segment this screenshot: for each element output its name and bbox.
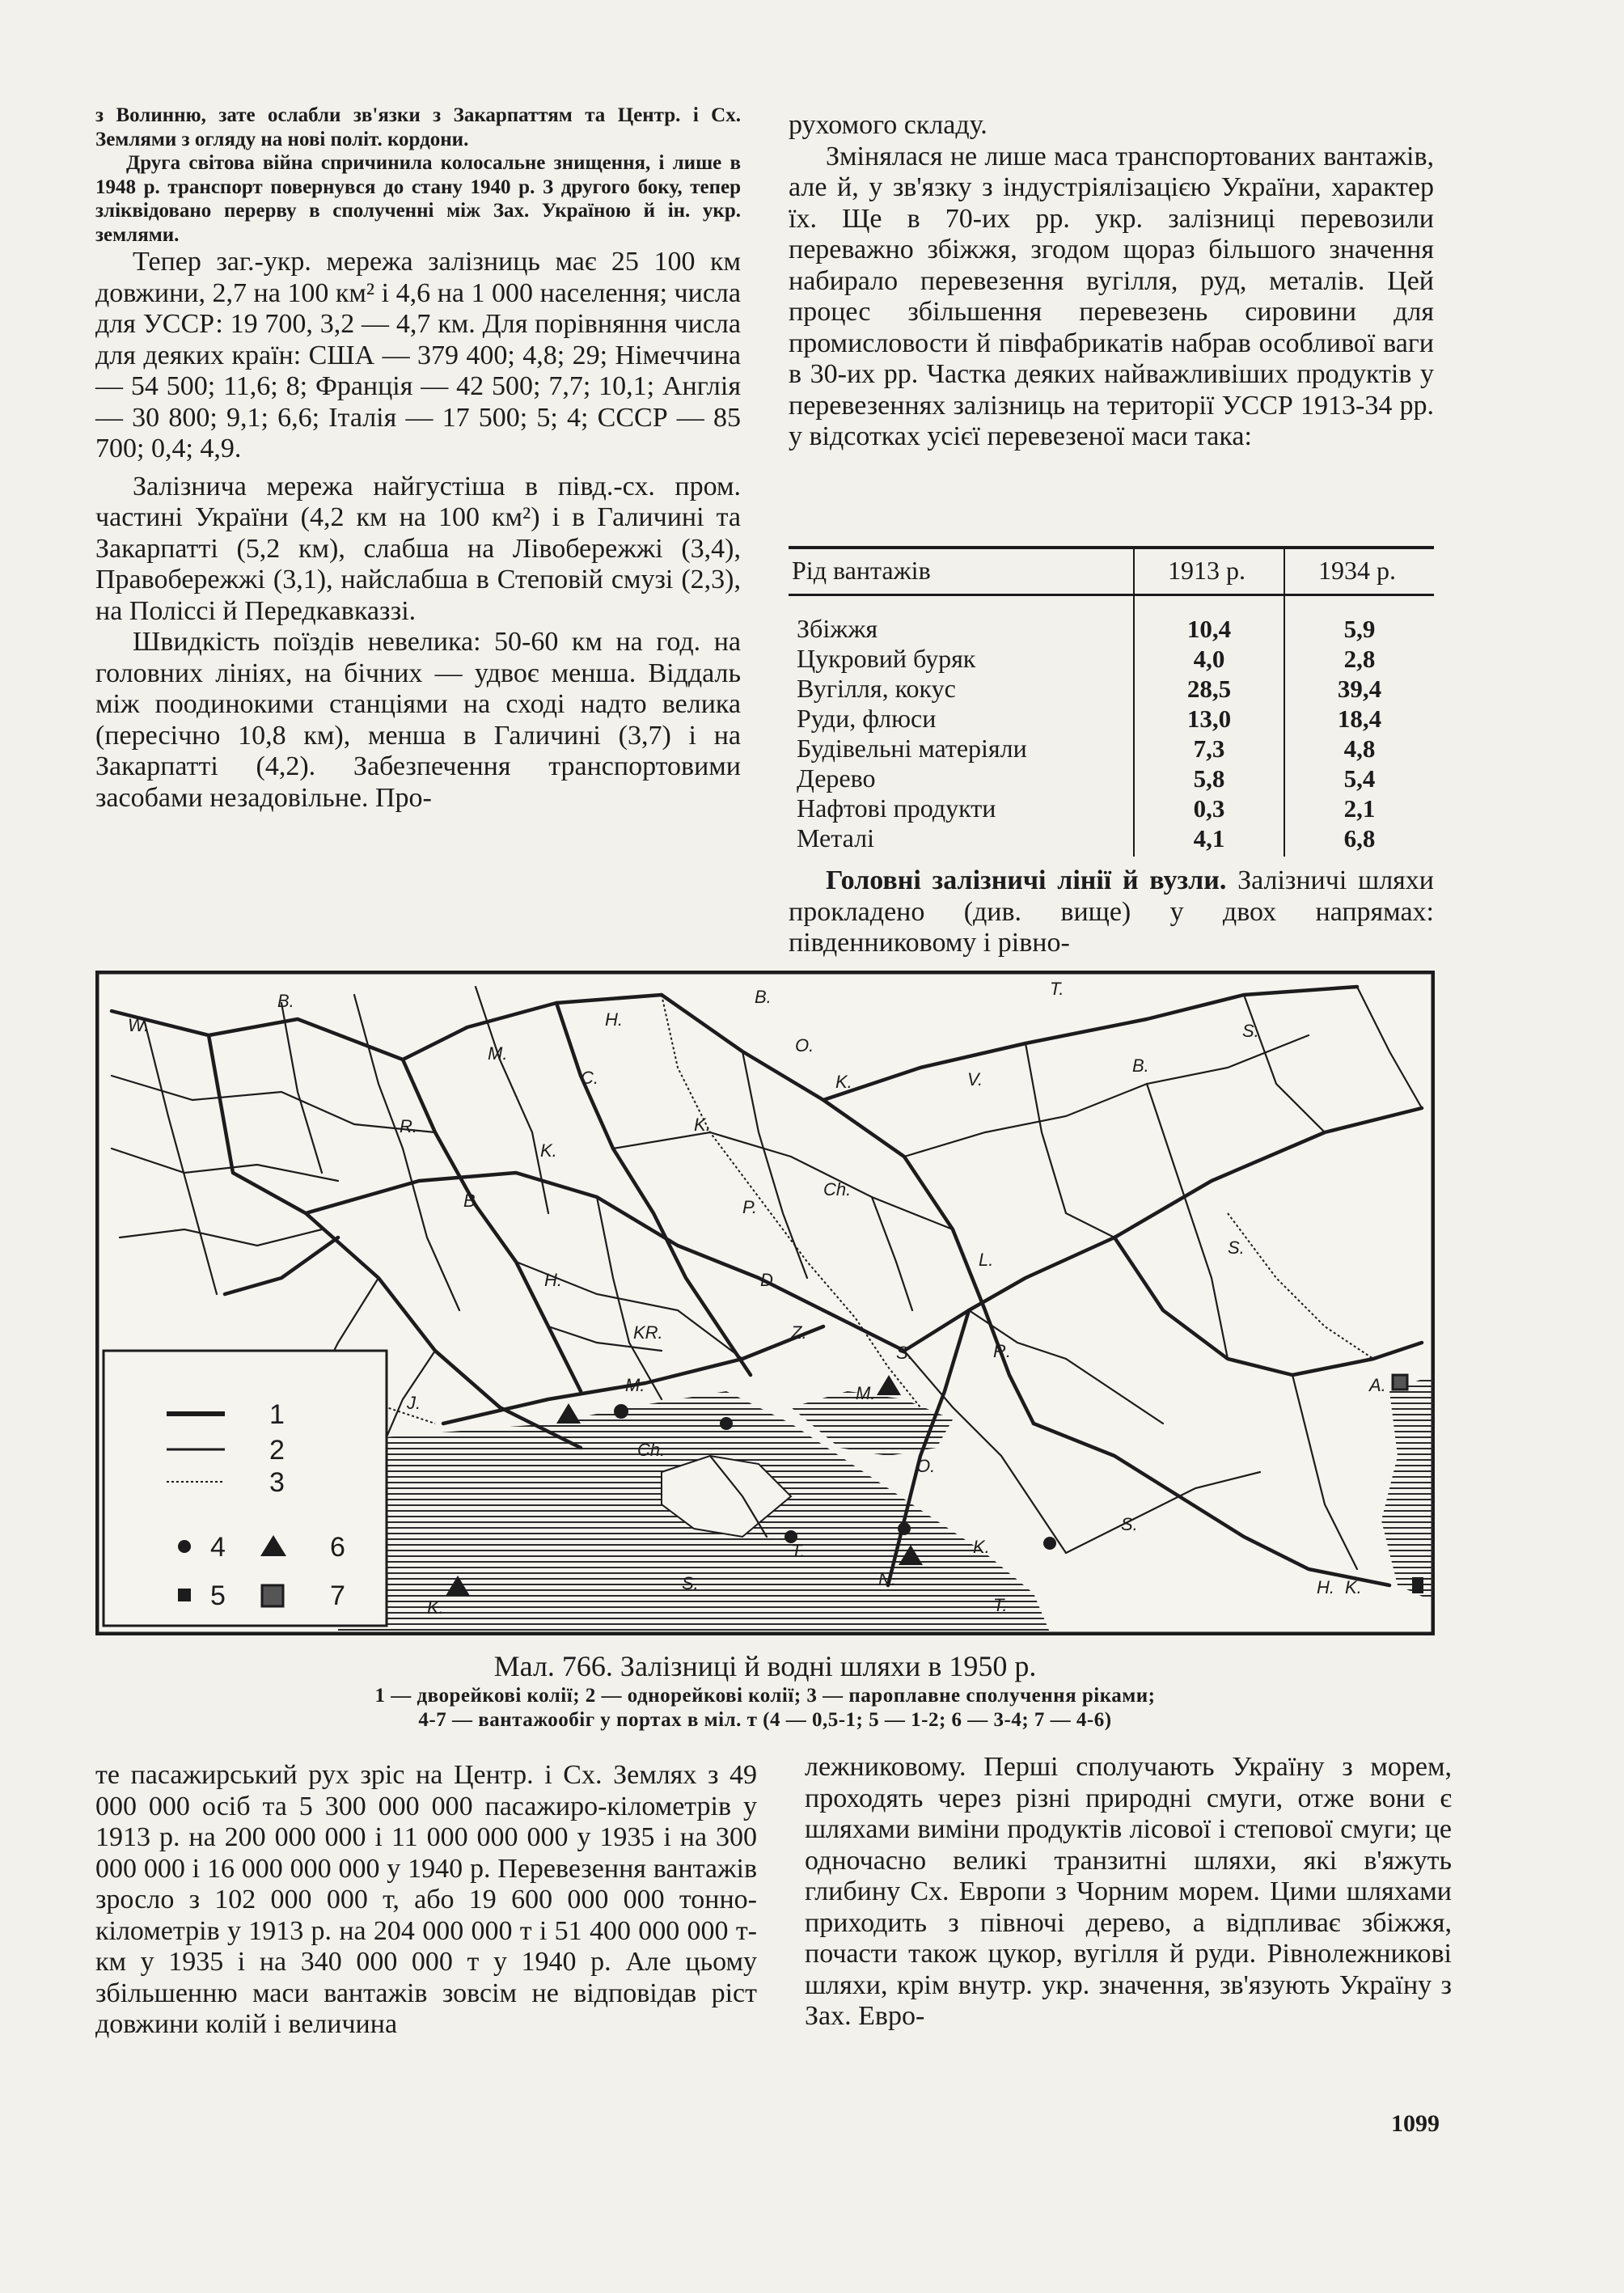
map-label: Ch. <box>823 1179 852 1199</box>
legend-label: 5 <box>210 1580 226 1611</box>
map-label: M. <box>856 1383 876 1403</box>
map-label: J. <box>407 1393 421 1413</box>
freight-table <box>789 546 1434 857</box>
legend-label: 6 <box>330 1532 345 1563</box>
table-header-row <box>789 548 1434 595</box>
small-paragraph: з Волинню, зате ослабли зв'язки з Закарпаттям та Центр. і Сх. Землями з огляду на нові політ. кордони. <box>95 104 741 150</box>
left-bottom-column <box>95 1760 757 2041</box>
table-row <box>789 674 1434 704</box>
map-label: R. <box>993 1341 1011 1361</box>
table-cell: 7,3 <box>1134 734 1284 764</box>
table-row <box>789 704 1434 734</box>
table-cell: 4,0 <box>1134 644 1284 674</box>
map-label: S. <box>1121 1514 1138 1534</box>
map-label: Ch. <box>637 1440 666 1460</box>
table-cell: 28,5 <box>1134 674 1284 704</box>
map-label: B. <box>755 987 772 1007</box>
table-cell: 2,8 <box>1284 644 1434 674</box>
map-legend <box>104 1351 387 1626</box>
left-top-column <box>95 104 741 814</box>
map-label: B. <box>277 991 294 1011</box>
table-cell: 4,1 <box>1134 823 1284 857</box>
table-cell: 6,8 <box>1284 823 1434 857</box>
table-cell: Цукровий буряк <box>797 644 976 673</box>
table-row <box>789 764 1434 793</box>
paragraph: те пасажирський рух зріс на Центр. і Сх. Землях з 49 000 000 осіб та 5 300 000 000 пасажиро-кілометрів у 1913 р. на 200 000 000 і 11 000 000 000 у 1935 і на 300 000 000 і 16 000 000 000 у 1940 р. Перевезення вантажів зросло з 102 000 000 т, або 19 600 000 000 тонно-кілометрів у 1913 р. на 204 000 000 т і 51 400 000 000 т-км у 1935 і на 340 000 000 т у 1940 р. Але цьому збільшенню маси вантажів зовсім не відповідав ріст довжини колій і величина <box>95 1760 757 2039</box>
table-cell: 18,4 <box>1284 704 1434 734</box>
legend-label: 2 <box>269 1435 285 1466</box>
table-header-cell: 1934 р. <box>1284 548 1434 595</box>
map-label: R. <box>400 1116 417 1136</box>
table-cell: 5,9 <box>1284 595 1434 645</box>
map-label: C. <box>581 1068 598 1088</box>
map-label: B. <box>1132 1056 1149 1076</box>
table-header-cell: Рід вантажів <box>789 548 1134 595</box>
table-cell: Дерево <box>797 764 876 793</box>
map-label: M. <box>488 1043 508 1064</box>
table-row <box>789 793 1434 823</box>
map-label: H. <box>544 1270 562 1290</box>
body-text-block <box>95 247 741 814</box>
map-label: K. <box>1345 1577 1362 1597</box>
paragraph: Змінялася не лише маса транспортованих вантажів, але й, у зв'язку з індустріялізацією України, характер їх. Ще в 70-их рр. укр. залізниці перевозили переважно збіжжя, згодом щораз більшого значення набирало перевезення вугілля, руд, металів. Цей процес збільшення перевезень сировини для промисловости й півфабрикатів набрав особливої ваги в 30-их рр. Частка деяких найважливіших продуктів у перевезеннях залізниць на території УССР 1913-34 рр. у відсотках усієї перевезеної маси така: <box>789 141 1434 451</box>
map-label: S. <box>682 1573 699 1593</box>
map-label: K. <box>835 1072 852 1092</box>
map-label: S. <box>896 1343 913 1363</box>
map-label: H. <box>605 1009 623 1030</box>
map-label: N. <box>878 1569 896 1589</box>
small-paragraph: Друга світова війна спричинила колосальне знищення, і лише в 1948 р. транспорт повернувся до стану 1940 р. З другого боку, тепер зліквідовано перерву в сполученні між Зах. Україною й ін. укр. землями. <box>95 152 741 246</box>
table-row <box>789 823 1434 857</box>
right-after-table <box>789 865 1434 959</box>
map-label: L. <box>979 1250 994 1270</box>
right-bottom-column <box>805 1752 1452 2033</box>
paragraph: Залізничі шляхи прокладено (див. вище) у двох напрямах: південниковому і рівно- <box>789 865 1435 958</box>
map-label: K. <box>427 1597 444 1618</box>
map-label: K. <box>540 1140 557 1161</box>
table-row <box>789 734 1434 764</box>
railway-map <box>95 971 1435 1635</box>
table-cell: 13,0 <box>1134 704 1284 734</box>
caption-line: 4-7 — вантажообіг у портах в міл. т (4 — 0,5-1; 5 — 1-2; 6 — 3-4; 7 — 4-6) <box>418 1709 1112 1731</box>
map-label: B. <box>463 1191 480 1211</box>
map-label: O. <box>795 1035 814 1056</box>
paragraph: лежниковому. Перші сполучають Україну з морем, проходять через різні природні смуги, отже вони є шляхами виміни продуктів лісової і степової смуги; це одночасно великі транзитні шляхи, які в'яжуть глибину Сх. Европи з Чорним морем. Цими шляхами приходить з півночі дерево, а відпливає збіжжя, почасти також цукор, вугілля й руди. Рівнолежникові шляхи, крім внутр. укр. значення, зв'язують Україну з Зах. Евро- <box>805 1752 1452 2031</box>
map-label: O. <box>916 1456 936 1476</box>
table-cell: Нафтові продукти <box>797 793 996 823</box>
caption-line: 1 — дворейкові колії; 2 — однорейкові колії; 3 — пароплавне сполучення ріками; <box>374 1685 1156 1707</box>
map-label: M. <box>625 1375 645 1395</box>
paragraph: Залізнича мережа найгустіша в півд.-сх. пром. частині України (4,2 км на 100 км²) і в Галичині та Закарпатті (5,2 км), слабша на Лівобережжі (3,4), Правобережжі (3,1), найслабша в Степовій смузі (2,3), на Поліссі й Передкавказзі. <box>95 471 741 626</box>
section-heading: Головні залізничі лінії й вузли. <box>826 865 1227 895</box>
caption-title: Мал. 766. Залізниці й водні шляхи в 1950 р. <box>493 1650 1037 1682</box>
map-label: S. <box>1242 1021 1259 1041</box>
legend-label: 3 <box>269 1467 285 1498</box>
map-label: KR. <box>633 1322 663 1343</box>
table-cell: Металі <box>797 823 874 852</box>
table-cell: Будівельні матеріяли <box>797 734 1027 763</box>
paragraph: Тепер заг.-укр. мережа залізниць має 25 100 км довжини, 2,7 на 100 км² і 4,6 на 1 000 населення; числа для УССР: 19 700, 3,2 — 4,7 км. Для порівняння числа для деяких країн: США — 379 400; 4,8; 29; Німеччина — 54 500; 11,6; 8; Франція — 42 500; 7,7; 10,1; Англія — 30 800; 9,1; 6,6; Італія — 17 500; 5; 4; СССР — 85 700; 0,4; 4,9. <box>95 247 741 463</box>
table-cell: 4,8 <box>1284 734 1434 764</box>
table-cell: 10,4 <box>1134 595 1284 645</box>
map-label: D. <box>760 1270 778 1290</box>
map-label: Z. <box>791 1322 807 1343</box>
map-label: A. <box>1369 1375 1386 1395</box>
paragraph: рухомого складу. <box>789 110 988 140</box>
right-top-column <box>789 110 1434 453</box>
table-header-cell: 1913 р. <box>1134 548 1284 595</box>
map-label: V. <box>967 1069 983 1089</box>
legend-label: 1 <box>269 1399 285 1430</box>
table-row <box>789 644 1434 674</box>
map-label: K. <box>694 1115 711 1135</box>
small-print-block <box>95 104 741 247</box>
map-label: S. <box>1228 1237 1245 1258</box>
table-cell: 39,4 <box>1284 674 1434 704</box>
table-cell: 5,8 <box>1134 764 1284 793</box>
paragraph: Швидкість поїздів невелика: 50-60 км на год. на головних лініях, на бічних — удвоє менша. Віддаль між поодинокими станціями на сході надто велика (пересічно 10,8 км), менша в Галичині (3,7) і на Закарпатті (4,2). Забезпечення транспортовими засобами незадовільне. Про- <box>95 627 741 813</box>
map-label: T. <box>1050 979 1064 999</box>
map-label: W. <box>128 1015 150 1035</box>
map-label: T. <box>993 1595 1008 1615</box>
legend-label: 4 <box>210 1532 226 1563</box>
map-caption <box>95 1648 1435 1732</box>
page-number: 1099 <box>1391 2110 1440 2137</box>
map-label: H. <box>1317 1577 1334 1597</box>
legend-label: 7 <box>330 1580 345 1611</box>
table-cell: Вугілля, кокус <box>797 674 956 703</box>
table-cell: 0,3 <box>1134 793 1284 823</box>
table-row <box>789 595 1434 645</box>
map-label: K. <box>973 1537 990 1557</box>
map-label: P. <box>742 1197 757 1217</box>
table-cell: 2,1 <box>1284 793 1434 823</box>
table-cell: Руди, флюси <box>797 704 937 733</box>
table-cell: 5,4 <box>1284 764 1434 793</box>
map-label: T. <box>791 1541 806 1561</box>
table-cell: Збіжжя <box>797 614 878 643</box>
